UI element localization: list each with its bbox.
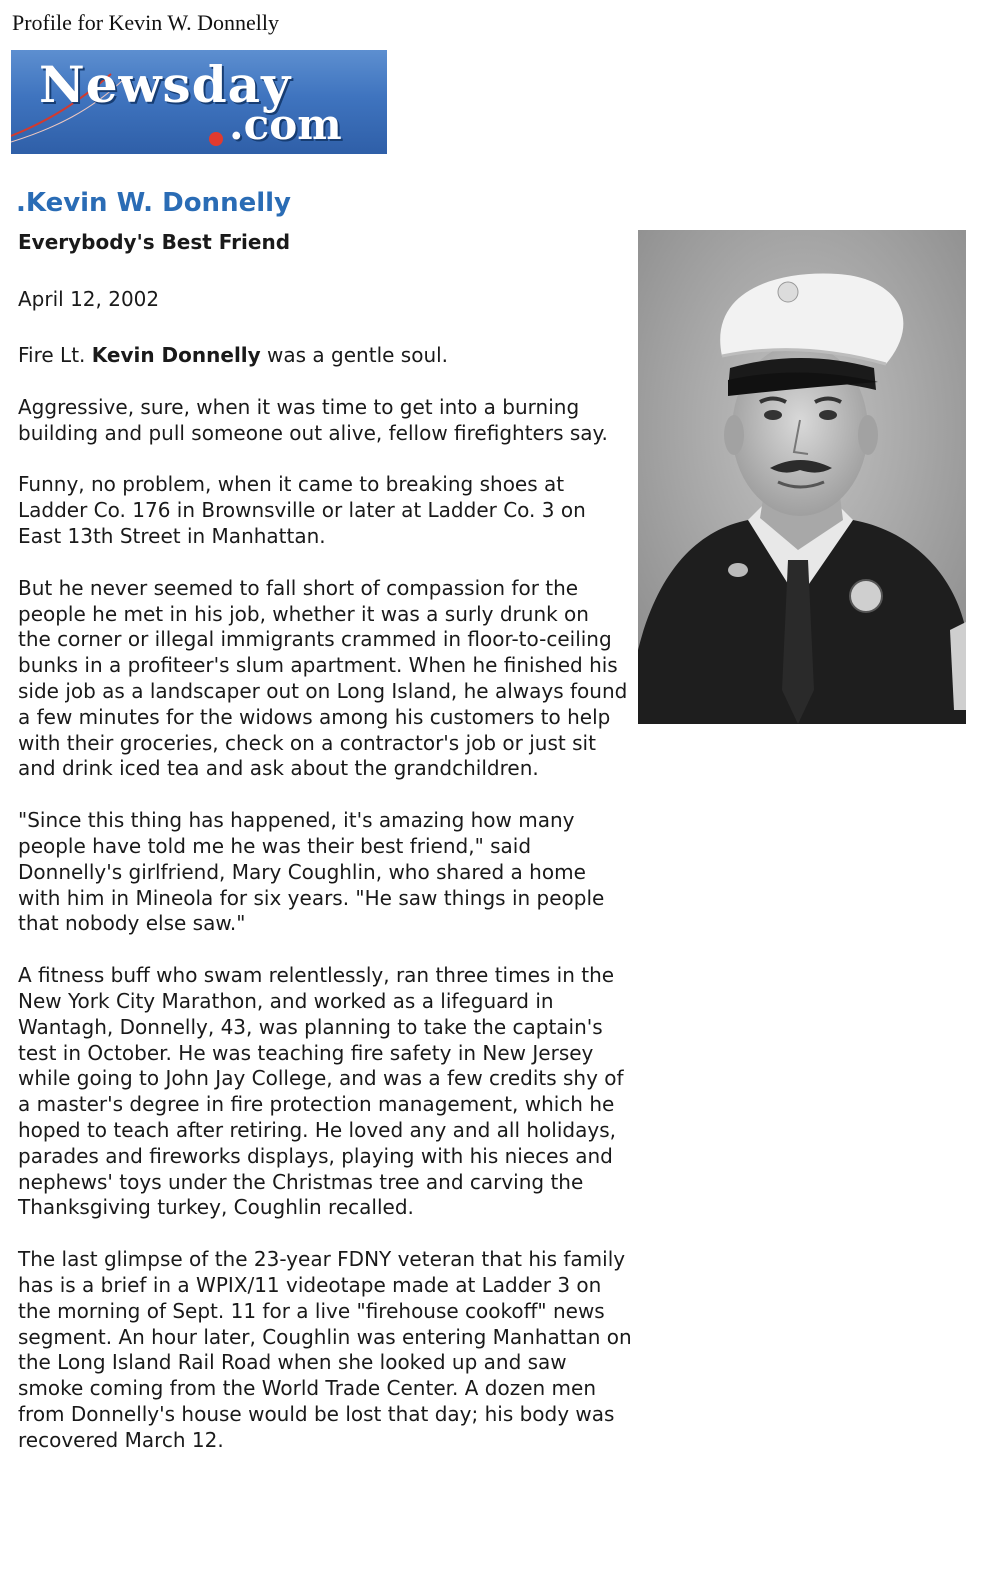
article-subhead: Everybody's Best Friend [18, 230, 291, 254]
page-header: Profile for Kevin W. Donnelly [12, 10, 280, 35]
paragraph-4: But he never seemed to fall short of compassion for the people he met in his job, whether it was a surly drunk on the corner or illegal immigrants crammed in floor-to-ceiling bunks in a profiteer's slum apartment. When he finished his side job as a landscaper out on Long Island, he always found a few minutes for the widows among his customers to help with their groceries, check on a contractor's job or just sit and drink iced tea and ask about the grandchildren. [18, 575, 628, 781]
firefighter-portrait-image [638, 230, 966, 724]
paragraph-1 [18, 343, 638, 369]
p1-suffix: was a gentle soul. [260, 343, 449, 367]
p1-prefix: Fire Lt. [18, 343, 92, 367]
portrait-photo [638, 230, 966, 724]
article-date: April 12, 2002 [18, 287, 160, 311]
logo-suffix: .com [229, 100, 342, 149]
article-headline: .Kevin W. Donnelly [16, 188, 291, 218]
logo-word: Newsday [39, 55, 292, 114]
paragraph-5: "Since this thing has happened, it's amazing how many people have told me he was their best friend," said Donnelly's girlfriend, Mary Coughlin, who shared a home with him in Mineola for six years. "He saw things in people that nobody else saw." [18, 808, 605, 936]
logo-dot-icon [209, 132, 223, 146]
p1-name: Kevin Donnelly [91, 343, 261, 367]
paragraph-2: Aggressive, sure, when it was time to get into a burning building and pull someone out alive, fellow firefighters say. [18, 394, 608, 445]
newsday-logo[interactable] [11, 50, 387, 154]
paragraph-3: Funny, no problem, when it came to breaking shoes at Ladder Co. 176 in Brownsville or later at Ladder Co. 3 on East 13th Street in Manhattan. [18, 472, 586, 548]
paragraph-7: The last glimpse of the 23-year FDNY veteran that his family has is a brief in a WPIX/11 videotape made at Ladder 3 on the morning of Sept. 11 for a live "firehouse cookoff" news segment. An hour later, Coughlin was entering Manhattan on the Long Island Rail Road when she looked up and saw smoke coming from the World Trade Center. A dozen men from Donnelly's house would be lost that day; his body was recovered March 12. [18, 1247, 632, 1452]
article-body [18, 343, 638, 1479]
paragraph-6: A fitness buff who swam relentlessly, ran three times in the New York City Marathon, and worked as a lifeguard in Wantagh, Donnelly, 43, was planning to take the captain's test in October. He was teaching fire safety in New Jersey while going to John Jay College, and was a few credits shy of a master's degree in fire protection management, which he hoped to teach after retiring. He loved any and all holidays, parades and fireworks displays, playing with his nieces and nephews' toys under the Christmas tree and carving the Thanksgiving turkey, Coughlin recalled. [18, 963, 624, 1220]
